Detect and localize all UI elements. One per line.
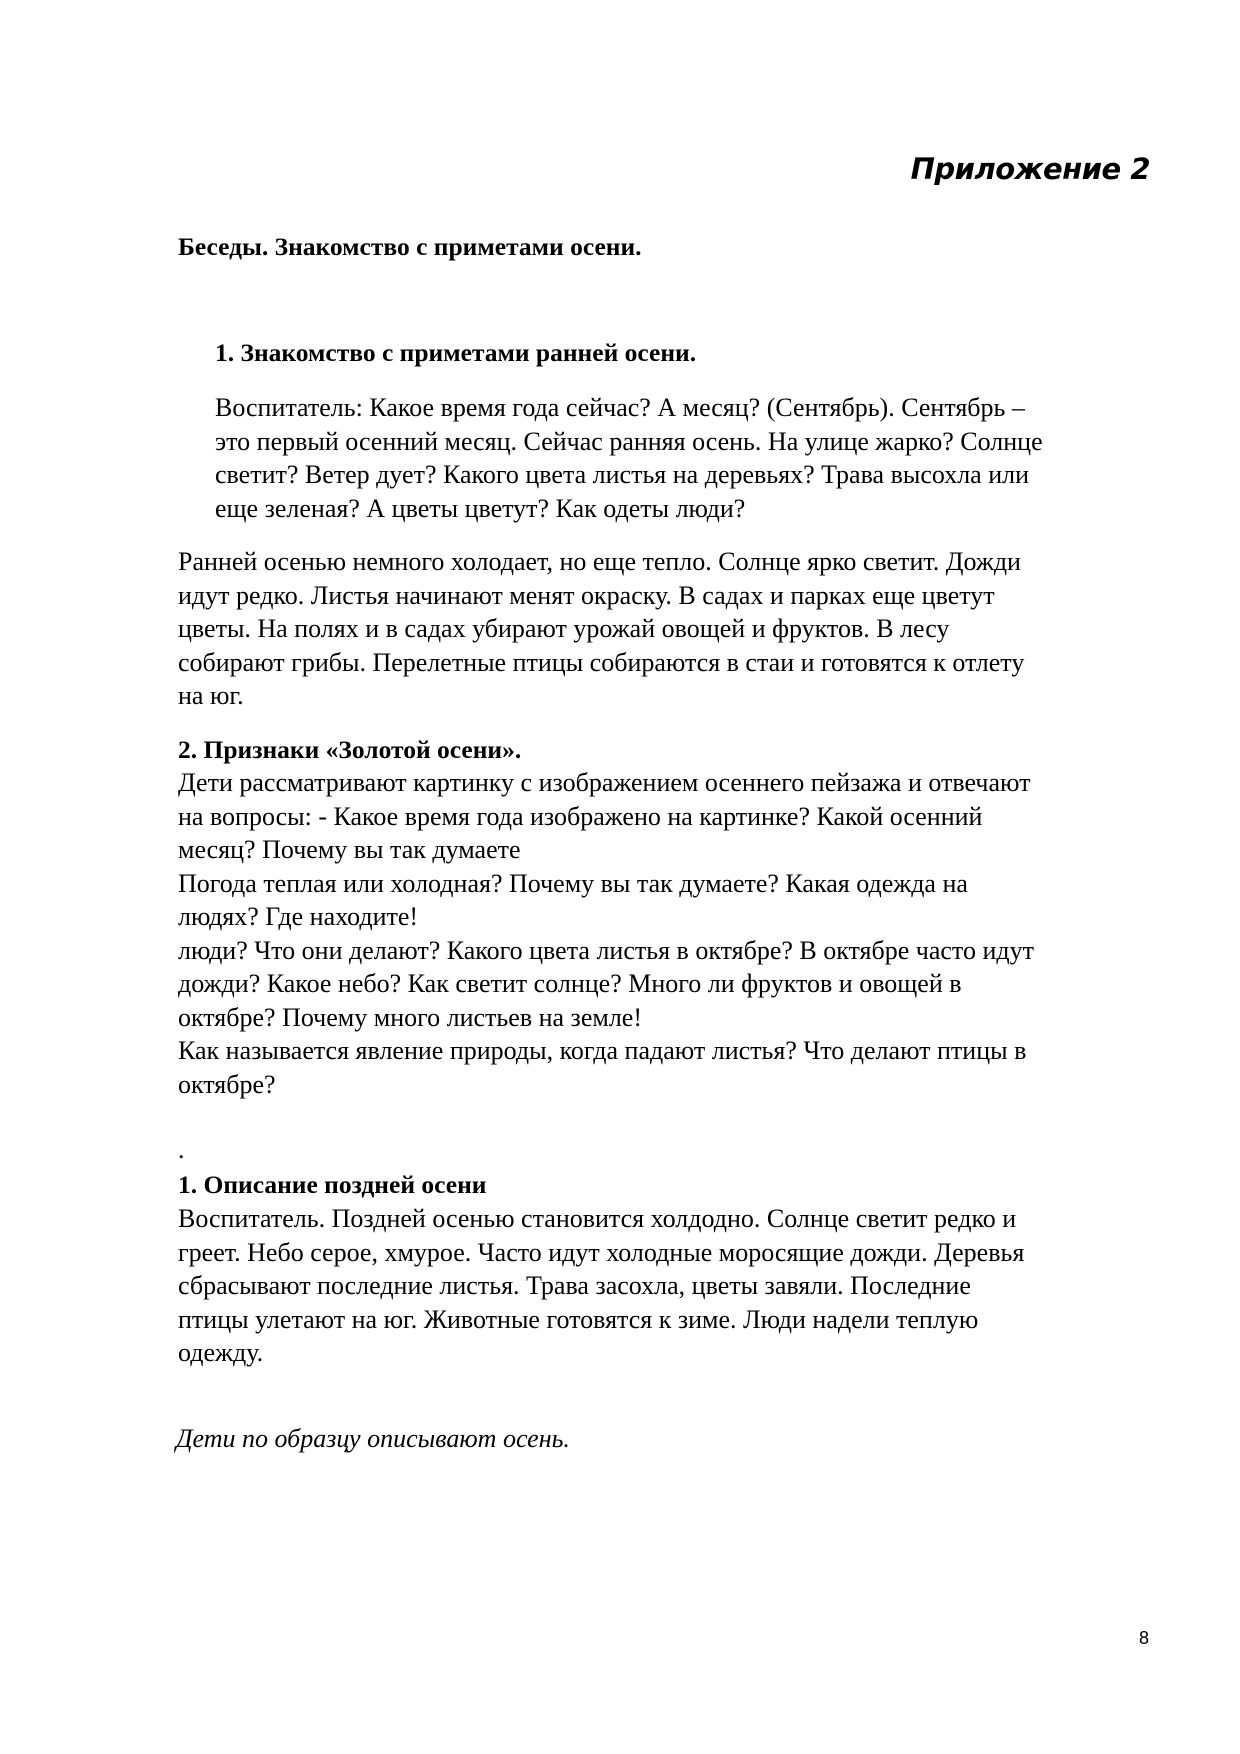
text-line: на юг.: [178, 681, 244, 710]
text-line: месяц? Почему вы так думаете: [178, 835, 521, 864]
text-line: Воспитатель. Поздней осенью становится холдодно. Солнце светит редко и: [178, 1204, 1017, 1233]
page-number: 8: [1139, 1628, 1150, 1648]
appendix-title: Приложение 2: [910, 152, 1150, 186]
section-2-heading: 2. Признаки «Золотой осени».: [178, 735, 522, 764]
section-1-description: [178, 545, 1024, 713]
text-line: цветы. На полях и в садах убирают урожай овощей и фруктов. В лесу: [178, 614, 950, 643]
text-line: дожди? Какое небо? Как светит солнце? Много ли фруктов и овощей в: [178, 969, 962, 998]
text-line: люди? Что они делают? Какого цвета листья в октябре? В октябре часто идут: [178, 935, 1034, 965]
text-line: птицы улетают на юг. Животные готовятся к зиме. Люди надели теплую: [178, 1304, 979, 1334]
text-line: одежду.: [178, 1338, 264, 1367]
text-line: Воспитатель: Какое время года сейчас? А месяц? (Сентябрь). Сентябрь –: [215, 393, 1025, 422]
text-line: на вопросы: - Какое время года изображено на картинке? Какой осенний: [178, 801, 983, 831]
text-line: Как называется явление природы, когда падают листья? Что делают птицы в: [178, 1036, 1027, 1065]
section-1-heading: 1. Знакомство с приметами ранней осени.: [215, 338, 697, 367]
section-1-dialogue: [215, 391, 1043, 525]
text-line: греет. Небо серое, хмурое. Часто идут холодные моросящие дожди. Деревья: [178, 1237, 1025, 1267]
document-heading: Беседы. Знакомство с приметами осени.: [178, 232, 642, 261]
text-line: идут редко. Листья начинают менят окраску. В садах и парках еще цветут: [178, 580, 995, 610]
text-line: Дети рассматривают картинку с изображением осеннего пейзажа и отвечают: [178, 768, 1031, 797]
text-line: светит? Ветер дует? Какого цвета листья на деревьях? Трава высохла или: [215, 460, 1030, 489]
text-line: собирают грибы. Перелетные птицы собираются в стаи и готовятся к отлету: [178, 647, 1025, 677]
section-3-heading: 1. Описание поздней осени: [178, 1170, 487, 1199]
text-line: Погода теплая или холодная? Почему вы так думаете? Какая одежда на: [178, 868, 968, 898]
section-3-description: [178, 1202, 1024, 1370]
text-line: сбрасывают последние листья. Трава засохла, цветы завяли. Последние: [178, 1271, 971, 1300]
text-line: октябре?: [178, 1069, 276, 1099]
section-2-questions: [178, 766, 1034, 1101]
stray-dot: .: [178, 1135, 185, 1164]
text-line: это первый осенний месяц. Сейчас ранняя осень. На улице жарко? Солнце: [215, 426, 1043, 456]
text-line: октябре? Почему много листьев на земле!: [178, 1002, 642, 1032]
closing-instruction: Дети по образцу описывают осень.: [176, 1424, 570, 1453]
text-line: людях? Где находите!: [178, 902, 419, 931]
text-line: Ранней осенью немного холодает, но еще тепло. Солнце ярко светит. Дожди: [178, 547, 1021, 576]
text-line: еще зеленая? А цветы цветут? Как одеты люди?: [215, 493, 746, 523]
